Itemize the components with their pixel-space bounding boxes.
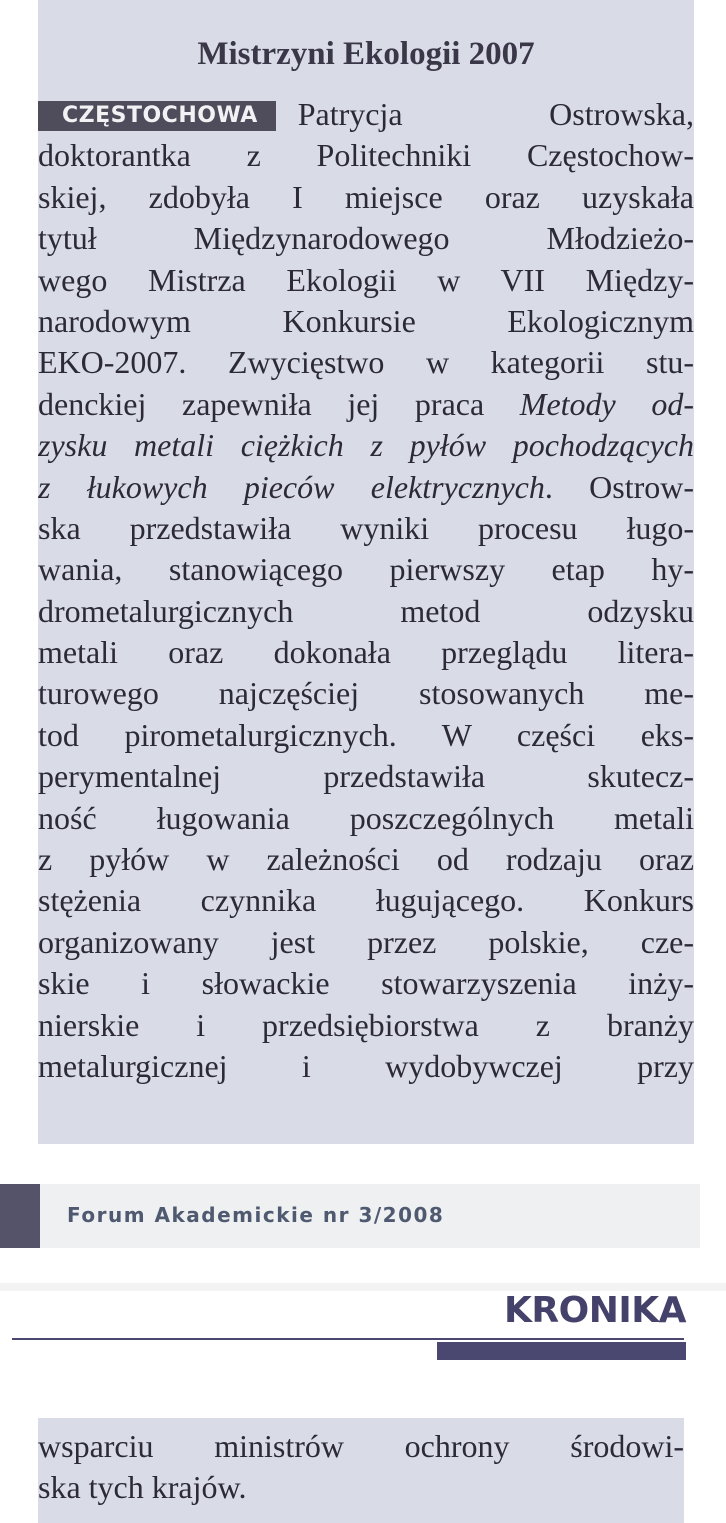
article-continuation-body <box>38 1426 684 1509</box>
text-line: drometalurgicznych metod odzysku <box>38 592 694 629</box>
text-line: ność ługowania poszczególnych metali <box>38 799 694 836</box>
text-line: denckiej zapewniła jej praca Metody od- <box>38 385 694 422</box>
text-line: turowego najczęściej stosowanych me- <box>38 675 694 712</box>
text-line: tytuł Międzynarodowego Młodzieżo- <box>38 220 694 257</box>
article-box <box>38 0 694 1144</box>
text-line <box>38 425 694 466</box>
footer-accent-bar <box>0 1184 40 1248</box>
footer-journal-issue: Forum Akademickie nr 3/2008 <box>67 1203 445 1227</box>
text-line: z łukowych pieców elektrycznych. Ostrow- <box>38 468 694 505</box>
text-line: metalurgicznej i wydobywczej przy <box>38 1047 694 1084</box>
text-line: stężenia czynnika ługującego. Konkurs <box>38 882 694 919</box>
article-continuation-box <box>38 1418 684 1523</box>
text-line: perymentalnej przedstawiła skutecz- <box>38 758 694 795</box>
section-heading: KRONIKA <box>503 1290 686 1331</box>
work-title-italic: Metody od- <box>519 385 694 422</box>
text-line: narodowym Konkursie Ekologicznym <box>38 302 694 339</box>
text-line: wsparciu ministrów ochrony środowi- <box>38 1428 684 1464</box>
text-line: wania, stanowiącego pierwszy etap hy- <box>38 551 694 588</box>
text-line: organizowany jest przez polskie, cze- <box>38 923 694 960</box>
text-line: metali oraz dokonała przeglądu litera- <box>38 634 694 671</box>
text-line: CZĘSTOCHOWA Patrycja Ostrowska, <box>38 94 694 135</box>
text-line: doktorantka z Politechniki Częstochow- <box>38 137 694 174</box>
section-rule <box>12 1338 684 1340</box>
text-line: ska przedstawiła wyniki procesu ługo- <box>38 509 694 546</box>
text-line: EKO-2007. Zwycięstwo w kategorii stu- <box>38 344 694 381</box>
text-line: ska tych krajów. <box>38 1469 247 1506</box>
text-line: skiej, zdobyła I miejsce oraz uzyskała <box>38 178 694 215</box>
work-title-italic: zysku metali ciężkich z pyłów pochodzących <box>38 427 694 464</box>
city-tag: CZĘSTOCHOWA <box>38 101 276 131</box>
article-title: Mistrzyni Ekologii 2007 <box>197 36 535 72</box>
work-title-italic: z łukowych pieców elektrycznych <box>38 468 545 505</box>
text-line: skie i słowackie stowarzyszenia inży- <box>38 965 694 1002</box>
text-line: nierskie i przedsiębiorstwa z branży <box>38 1006 694 1043</box>
article-body <box>38 94 694 1087</box>
text-line: z pyłów w zależności od rodzaju oraz <box>38 841 694 878</box>
text-line: wego Mistrza Ekologii w VII Między- <box>38 261 694 298</box>
section-rule-accent <box>437 1342 686 1360</box>
text-line: tod pirometalurgicznych. W części eks- <box>38 716 694 753</box>
